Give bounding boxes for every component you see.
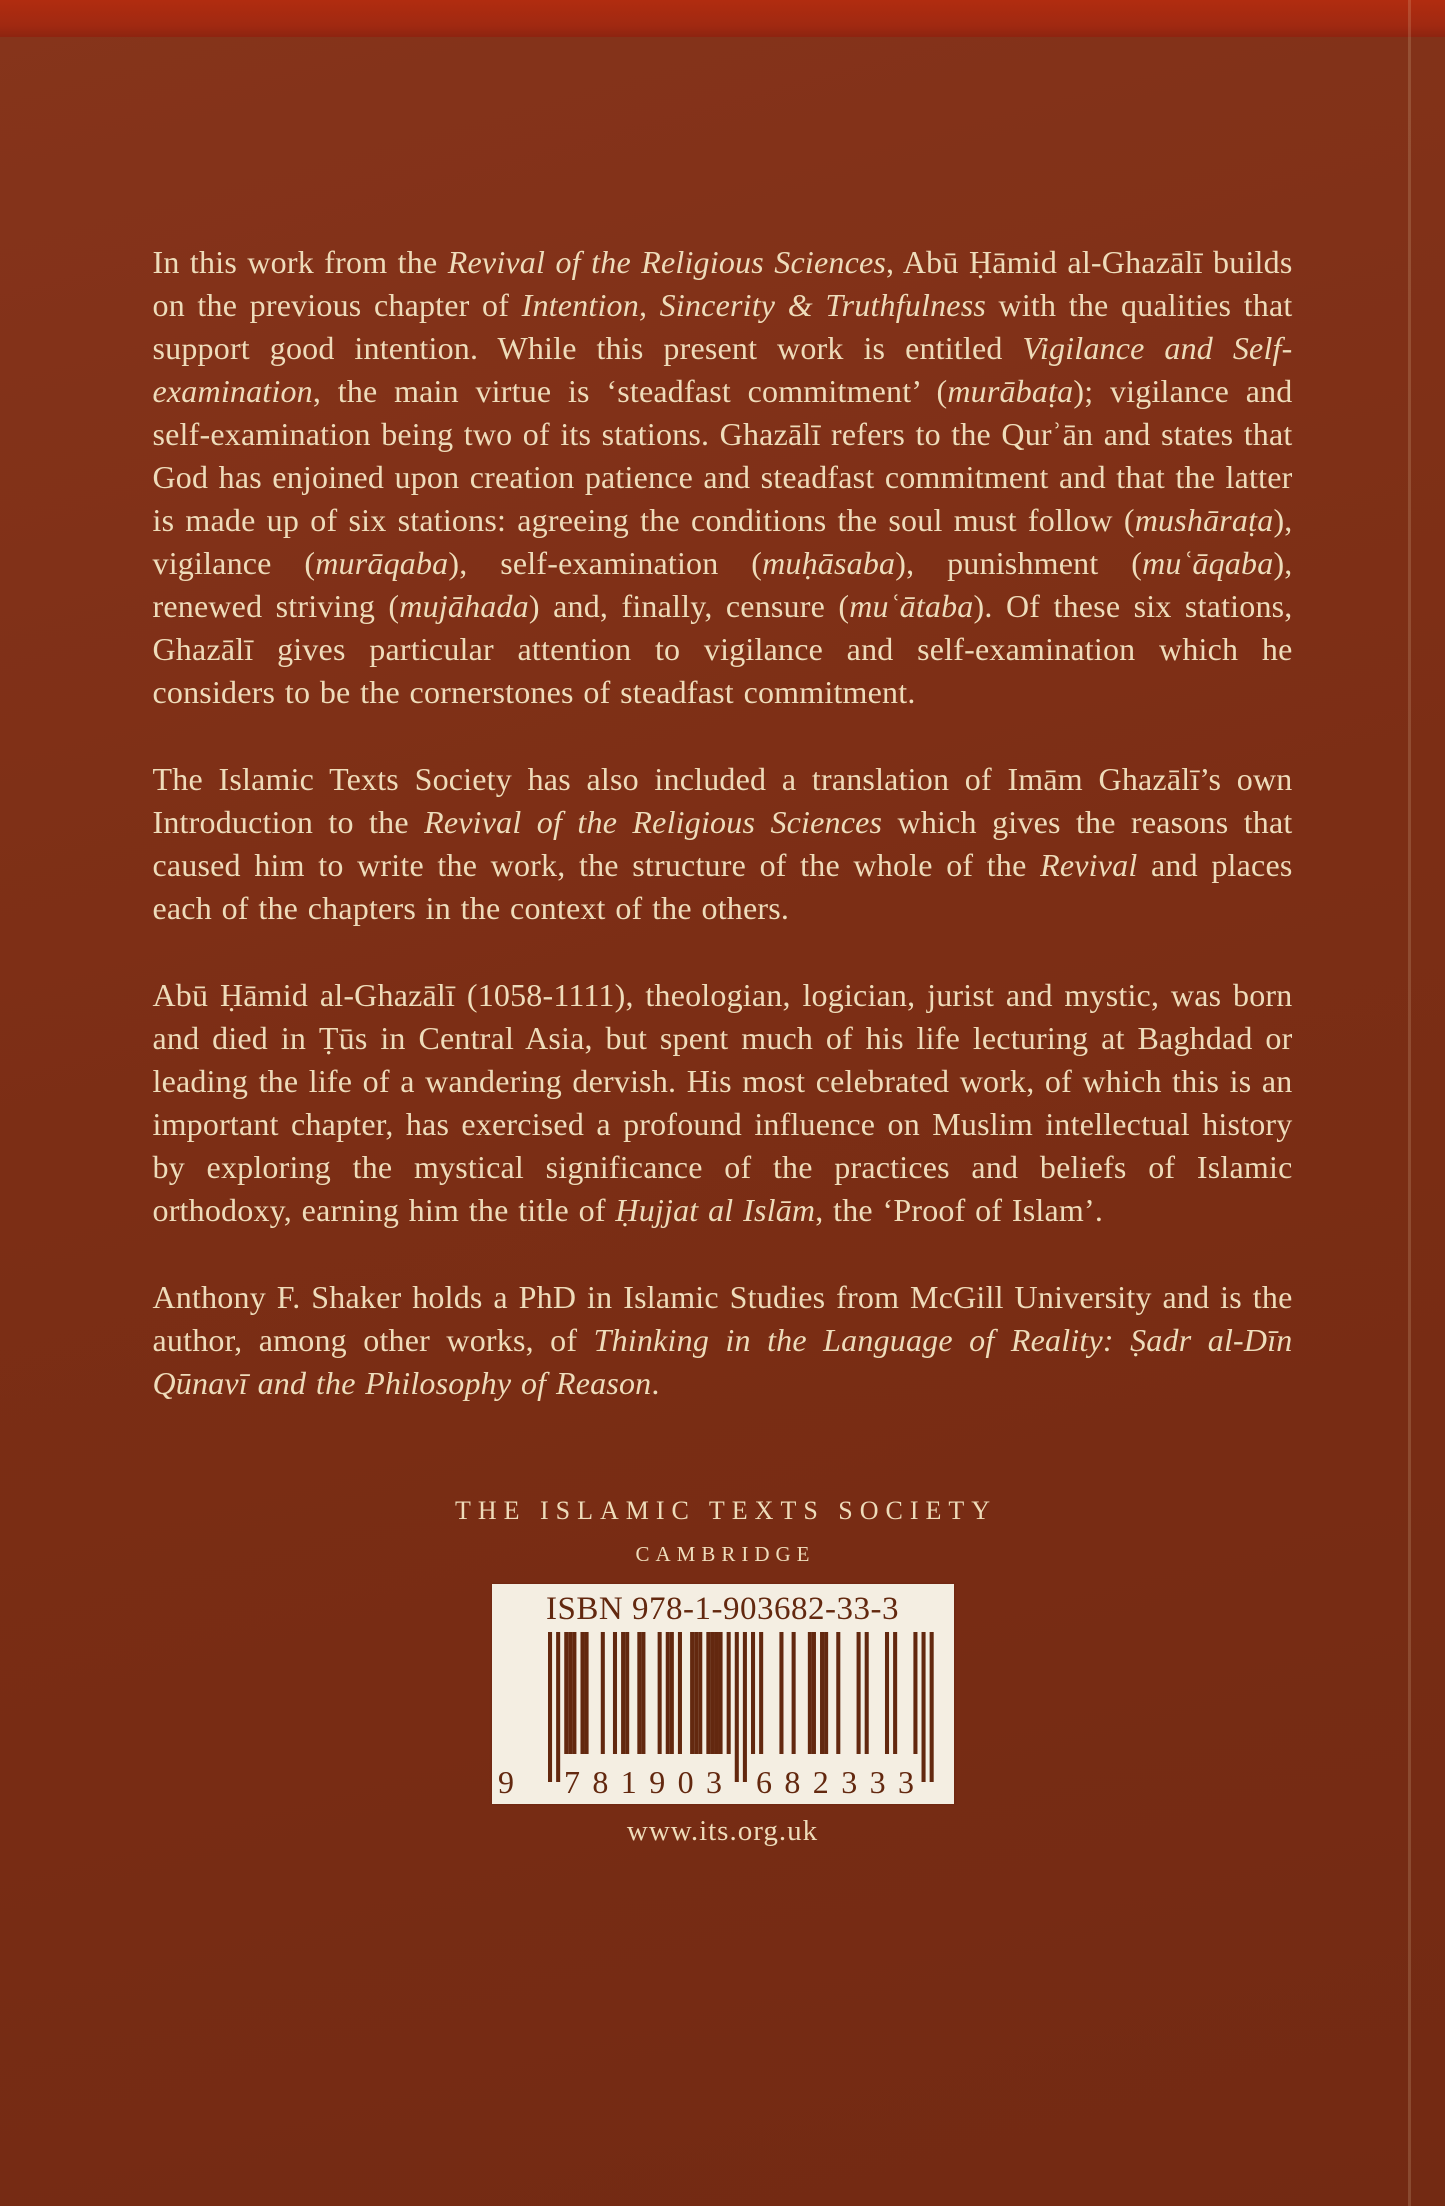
publisher-name: THE ISLAMIC TEXTS SOCIETY [454, 1496, 998, 1525]
blurb-text [153, 241, 1293, 1405]
isbn-number: ISBN 978-1-903682-33-3 [546, 1591, 899, 1627]
blurb-paragraph-translator-bio: Anthony F. Shaker holds a PhD in Islamic Studies from McGill University and is the author, among other works, of Thinking in the Language of Reality: Ṣadr al-Dīn Qūnavī and the Philosophy of Reason. [152, 1279, 1293, 1401]
publisher-city: CAMBRIDGE [635, 1542, 816, 1566]
cover-content [153, 37, 1293, 1848]
imprint-block [153, 1496, 1293, 1848]
ean13-barcode [492, 1630, 954, 1798]
barcode-bars [548, 1632, 934, 1782]
barcode-digit-group: 682333 [755, 1764, 914, 1798]
blurb-paragraph-author-bio-ghazali: Abū Ḥāmid al-Ghazālī (1058-1111), theologian, logician, jurist and mystic, was born and died in Ṭūs in Central Asia, but spent much of his life lecturing at Baghdad or leading the life of a wandering dervish. His most celebrated work, of which this is an important chapter, has exercised a profound influence on Muslim intellectual history by exploring the mystical significance of the practices and beliefs of Islamic orthodoxy, earning him the title of Ḥujjat al Islām, the ‘Proof of Islam’. [152, 977, 1293, 1228]
barcode-digit-group: 781903 [563, 1764, 722, 1798]
cover-edge-highlight [1408, 0, 1411, 2206]
blurb-paragraph-introduction-note: The Islamic Texts Society has also included a translation of Imām Ghazālī’s own Introduction to the Revival of the Religious Sciences which gives the reasons that caused him to write the work, the structure of the whole of the Revival and places each of the chapters in the context of the others. [152, 761, 1293, 926]
blurb-paragraph-summary: In this work from the Revival of the Religious Sciences, Abū Ḥāmid al-Ghazālī builds on the previous chapter of Intention, Sincerity & Truthfulness with the qualities that support good intention. While this present work is entitled Vigilance and Self-examination, the main virtue is ‘steadfast commitment’ (murābaṭa); vigilance and self-examination being two of its stations. Ghazālī refers to the Qurʾān and states that God has enjoined upon creation patience and steadfast commitment and that the latter is made up of six stations: agreeing the conditions the soul must follow (mushāraṭa), vigilance (murāqaba), self-examination (muḥāsaba), punishment (muʿāqaba), renewed striving (mujāhada) and, finally, censure (muʿātaba). Of these six stations, Ghazālī gives particular attention to vigilance and self-examination which he considers to be the cornerstones of steadfast commitment. [152, 244, 1293, 710]
cover-top-band [0, 0, 1445, 37]
publisher-website: www.its.org.uk [626, 1815, 819, 1847]
barcode-digit-group: 9 [497, 1764, 514, 1798]
isbn-barcode-box [492, 1584, 954, 1804]
